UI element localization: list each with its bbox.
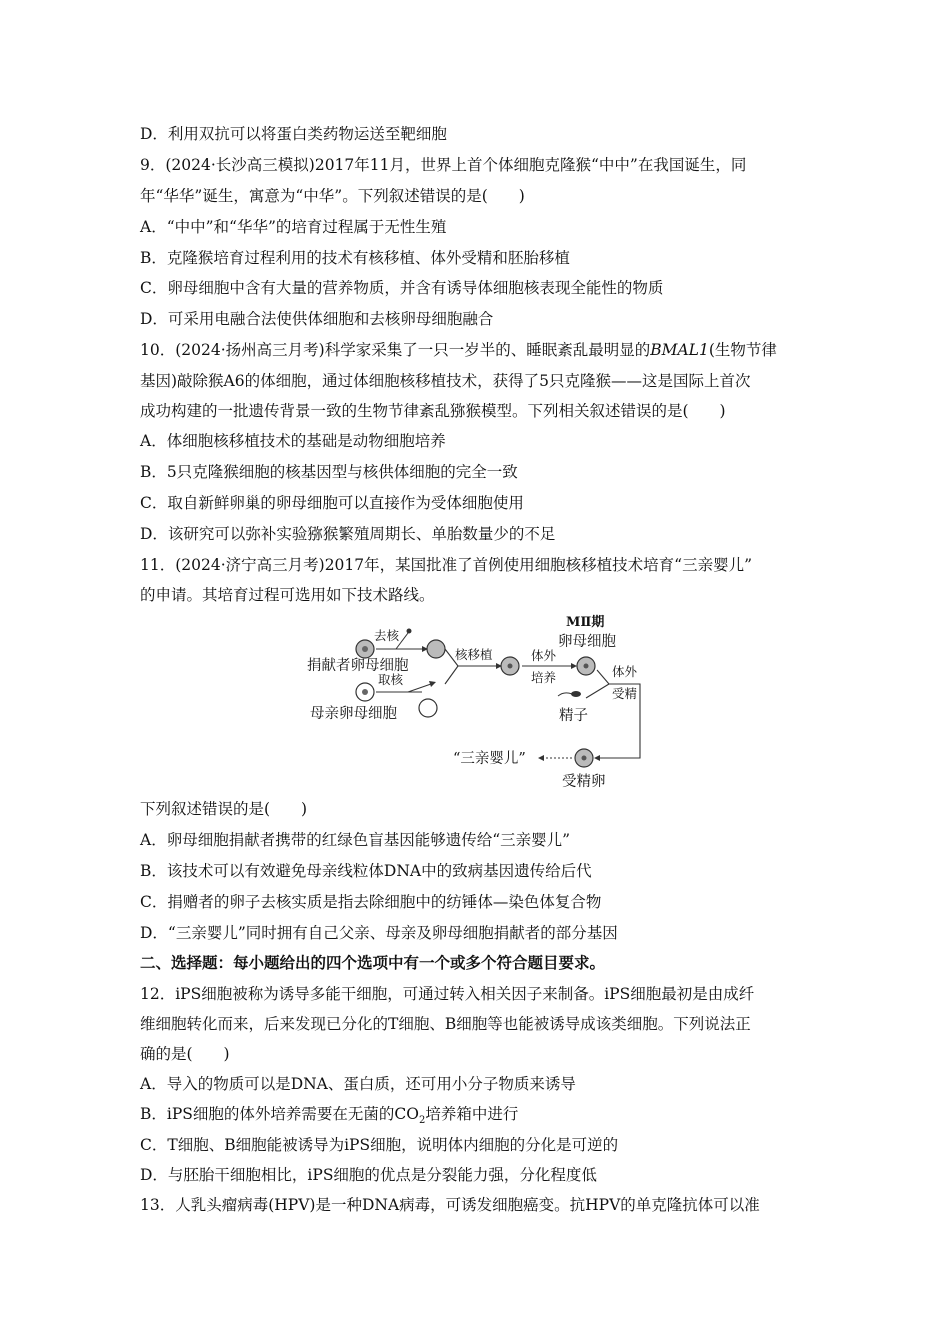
q11-option-a: A．卵母细胞捐献者携带的红绿色盲基因能够遗传给“三亲婴儿”	[140, 831, 571, 849]
label-enucleate: 去核	[374, 628, 400, 643]
q10-stem-1	[140, 340, 777, 360]
label-in-vitro-2: 体外	[612, 664, 638, 679]
section-heading: 二、选择题：每小题给出的四个选项中有一个或多个符合题目要求。	[140, 953, 606, 972]
arrow-head	[594, 755, 600, 761]
q12-option-c: C．T细胞、B细胞能被诱导为iPS细胞，说明体内细胞的分化是可逆的	[140, 1136, 619, 1154]
arrow-head	[571, 663, 577, 669]
removed-nucleus-icon	[407, 629, 412, 634]
label-take-nucleus: 取核	[378, 672, 404, 687]
label-zygote: 受精卵	[562, 774, 606, 790]
q10-stem-3: 成功构建的一批遗传背景一致的生物节律紊乱猕猴模型。下列相关叙述错误的是( )	[140, 402, 726, 420]
label-in-vitro: 体外	[531, 648, 557, 663]
q10-stem-2: 基因)敲除猴A6的体细胞，通过体细胞核移植技术，获得了5只克隆猴——这是国际上首次	[140, 372, 751, 390]
q9-option-c: C．卵母细胞中含有大量的营养物质，并含有诱导体细胞核表现全能性的物质	[140, 279, 664, 297]
arrow-head	[429, 681, 436, 687]
q11-option-d: D．“三亲婴儿”同时拥有自己父亲、母亲及卵母细胞捐献者的部分基因	[140, 924, 618, 942]
merge-line-bottom	[445, 666, 458, 684]
donor-nucleus-icon	[362, 646, 368, 652]
q10-option-d: D．该研究可以弥补实验猕猴繁殖周期长、单胎数量少的不足	[140, 525, 556, 543]
arrow-head	[538, 755, 544, 761]
q11-stem-3: 下列叙述错误的是( )	[140, 800, 308, 818]
label-fertilize: 受精	[612, 686, 638, 701]
label-mother-oocyte: 母亲卵母细胞	[310, 706, 397, 722]
label-three-parent-baby: “三亲婴儿”	[453, 751, 526, 767]
empty-mother-cell-icon	[419, 699, 437, 717]
q10-option-b: B．5只克隆猴细胞的核基因型与核供体细胞的完全一致	[140, 463, 518, 481]
q9-option-d: D．可采用电融合法使供体细胞和去核卵母细胞融合	[140, 310, 494, 328]
q12-stem-1: 12．iPS细胞被称为诱导多能干细胞，可通过转入相关因子来制备。iPS细胞最初是由成纤	[140, 985, 755, 1003]
q11-option-c: C．捐赠者的卵子去核实质是指去除细胞中的纺锤体—染色体复合物	[140, 893, 602, 911]
q11-stem-2: 的申请。其培育过程可选用如下技术路线。	[140, 586, 435, 604]
sperm-tail	[558, 693, 572, 696]
reconstructed-nucleus-icon	[508, 664, 513, 669]
q12-option-b	[140, 1104, 518, 1131]
label-sperm: 精子	[559, 708, 588, 724]
mother-nucleus-icon	[362, 689, 368, 695]
q12-option-a: A．导入的物质可以是DNA、蛋白质，还可用小分子物质来诱导	[140, 1075, 576, 1093]
q9-option-b: B．克隆猴培育过程利用的技术有核移植、体外受精和胚胎移植	[140, 249, 570, 267]
q11-stem-1: 11．(2024·济宁高三月考)2017年，某国批准了首例使用细胞核移植技术培育“三亲婴儿”	[140, 556, 752, 574]
q10-option-a: A．体细胞核移植技术的基础是动物细胞培养	[140, 432, 446, 450]
fertilize-line-bottom	[586, 684, 609, 698]
label-culture: 培养	[531, 670, 557, 685]
mii-nucleus-icon	[584, 664, 589, 669]
fertilize-line-top	[597, 670, 609, 684]
three-parent-baby-diagram	[300, 608, 660, 793]
q13-stem-1: 13．人乳头瘤病毒(HPV)是一种DNA病毒，可诱发细胞癌变。抗HPV的单克隆抗体可以准	[140, 1196, 760, 1214]
q9-option-a: A．“中中”和“华华”的培育过程属于无性生殖	[140, 218, 447, 236]
q10-stem-1-text: 10．(2024·扬州高三月考)科学家采集了一只一岁半的、睡眠紊乱最明显的	[140, 341, 651, 359]
sperm-icon	[571, 691, 581, 697]
q12-stem-3: 确的是( )	[140, 1045, 230, 1063]
q9-stem-2: 年“华华”诞生，寓意为“中华”。下列叙述错误的是( )	[140, 187, 525, 205]
label-mii: MⅡ期	[566, 615, 605, 630]
label-nuclear-transfer: 核移植	[455, 647, 493, 662]
label-oocyte: 卵母细胞	[558, 634, 616, 650]
q12-option-d: D．与胚胎干细胞相比，iPS细胞的优点是分裂能力强，分化程度低	[140, 1166, 597, 1184]
gene-name: BMAL1	[650, 341, 709, 359]
q12-option-b-text: B．iPS细胞的体外培养需要在无菌的CO	[140, 1105, 419, 1123]
q10-stem-1-tail: (生物节律	[708, 341, 777, 359]
q12-stem-2: 维细胞转化而来，后来发现已分化的T细胞、B细胞等也能被诱导成该类细胞。下列说法正	[140, 1015, 751, 1033]
nucleus-transfer-arrow	[408, 684, 431, 692]
zygote-nucleus-icon	[582, 756, 587, 761]
co2-subscript: 2	[418, 1115, 426, 1127]
q8-option-d: D．利用双抗可以将蛋白类药物运送至靶细胞	[140, 125, 447, 143]
q12-option-b-tail: 培养箱中进行	[425, 1105, 519, 1123]
q9-stem-1: 9．(2024·长沙高三模拟)2017年11月，世界上首个体细胞克隆猴“中中”在我国诞生，同	[140, 156, 747, 174]
q11-option-b: B．该技术可以有效避免母亲线粒体DNA中的致病基因遗传给后代	[140, 862, 592, 880]
q10-option-c: C．取自新鲜卵巢的卵母细胞可以直接作为受体细胞使用	[140, 494, 524, 512]
enucleated-oocyte-icon	[427, 640, 445, 658]
label-donor-oocyte: 捐献者卵母细胞	[307, 658, 409, 674]
